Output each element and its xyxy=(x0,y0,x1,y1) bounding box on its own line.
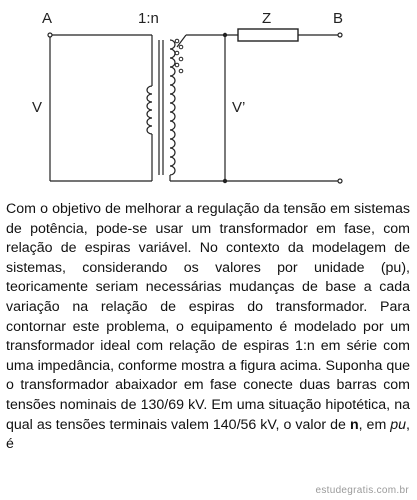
label-a: A xyxy=(42,10,53,27)
junction-bottom xyxy=(223,179,226,182)
terminal-a-node xyxy=(48,33,52,37)
label-vprime: V’ xyxy=(232,99,246,116)
terminal-bottom-right-node xyxy=(338,179,342,183)
transformer-circuit-diagram xyxy=(0,0,417,195)
site-watermark[interactable]: estudegratis.com.br xyxy=(315,485,409,496)
tap-dot xyxy=(179,57,183,61)
label-b: B xyxy=(333,10,344,27)
tap-dot xyxy=(179,69,183,73)
tap-dot xyxy=(175,51,179,55)
question-ending: , é xyxy=(6,416,410,453)
label-ratio: 1:n xyxy=(138,10,159,27)
terminal-b-node xyxy=(338,33,342,37)
label-v: V xyxy=(32,99,43,116)
junction-top xyxy=(223,33,226,36)
question-text xyxy=(6,200,410,455)
label-z: Z xyxy=(262,10,272,27)
primary-coil xyxy=(147,86,152,134)
question-connector: , em xyxy=(358,416,391,433)
impedance-z-box xyxy=(238,29,298,41)
variable-n: n xyxy=(349,416,359,433)
question-body: Com o objetivo de melhorar a regulação da tensão em sistemas de potência, pode-se usar um transformador em fase, com relação de espiras variável. No contexto da modelagem de sistemas, considerando os valores por unidade (pu), teoricamente seriam necessárias mudanças de base a cada variação na relação de espiras do transformador. Para contornar este problema, o equipamento é modelado por um transformador ideal com relação de espiras 1:n em série com uma impedância, conforme mostra a figura acima. Suponha que o transformador abaixador em fase conecte duas barras com tensões nominais de 130/69 kV. Em uma situação hipotética, na qual as tensões terminais valem 140/56 kV, o valor de xyxy=(6,201,410,433)
secondary-coil xyxy=(170,40,175,175)
tap-dot xyxy=(175,63,179,67)
tap-dot xyxy=(179,45,183,49)
unit-pu: pu xyxy=(390,416,407,433)
tap-dot xyxy=(175,39,179,43)
